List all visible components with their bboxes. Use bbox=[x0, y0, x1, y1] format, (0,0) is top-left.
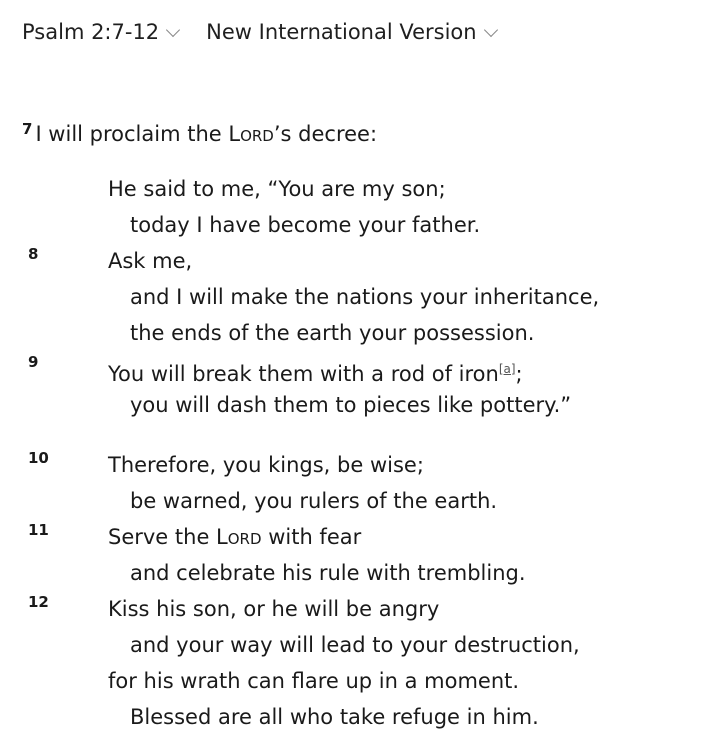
poem-line: and celebrate his rule with trembling. bbox=[130, 561, 526, 585]
poem-line: and I will make the nations your inheritance, bbox=[130, 285, 600, 309]
poem-line: today I have become your father. bbox=[130, 213, 481, 237]
version-label: New International Version bbox=[206, 20, 477, 44]
passage-header bbox=[22, 17, 496, 47]
poem-line: Blessed are all who take refuge in him. bbox=[130, 705, 539, 729]
chevron-down-icon bbox=[166, 23, 180, 37]
poem-line: Kiss his son, or he will be angry bbox=[108, 597, 440, 621]
line-text: with fear bbox=[261, 525, 362, 549]
line-text: ; bbox=[515, 362, 523, 386]
lead-text-before: I will proclaim the bbox=[35, 122, 229, 146]
line-text: You will break them with a rod of iron bbox=[108, 362, 499, 386]
poem-line: be warned, you rulers of the earth. bbox=[130, 489, 498, 513]
verse-number: 9 bbox=[28, 353, 39, 371]
poem-line bbox=[108, 354, 523, 389]
poem-line: Ask me, bbox=[108, 249, 193, 273]
verse-number: 8 bbox=[28, 245, 39, 263]
lord-small-caps: Lord bbox=[216, 525, 262, 549]
poem-line: for his wrath can flare up in a moment. bbox=[108, 669, 520, 693]
lead-text-after: ’s decree: bbox=[273, 122, 378, 146]
verse-number: 12 bbox=[28, 593, 49, 611]
verse-7-intro bbox=[22, 114, 377, 149]
verse-number: 7 bbox=[22, 120, 33, 138]
poem-line: you will dash them to pieces like pottery.” bbox=[130, 393, 572, 417]
lord-small-caps: Lord bbox=[228, 122, 274, 146]
footnote-link[interactable]: [a] bbox=[498, 362, 516, 376]
version-selector[interactable] bbox=[206, 17, 495, 47]
passage-label: Psalm 2:7-12 bbox=[22, 20, 160, 44]
poem-line bbox=[108, 522, 361, 552]
poem-line: and your way will lead to your destruction, bbox=[130, 633, 580, 657]
poem-line: Therefore, you kings, be wise; bbox=[108, 453, 424, 477]
poem-line: He said to me, “You are my son; bbox=[108, 177, 446, 201]
line-text: Serve the bbox=[108, 525, 217, 549]
passage-selector[interactable] bbox=[22, 17, 178, 47]
verse-number: 10 bbox=[28, 449, 49, 467]
verse-number: 11 bbox=[28, 521, 49, 539]
chevron-down-icon bbox=[484, 23, 498, 37]
poem-line: the ends of the earth your possession. bbox=[130, 321, 535, 345]
